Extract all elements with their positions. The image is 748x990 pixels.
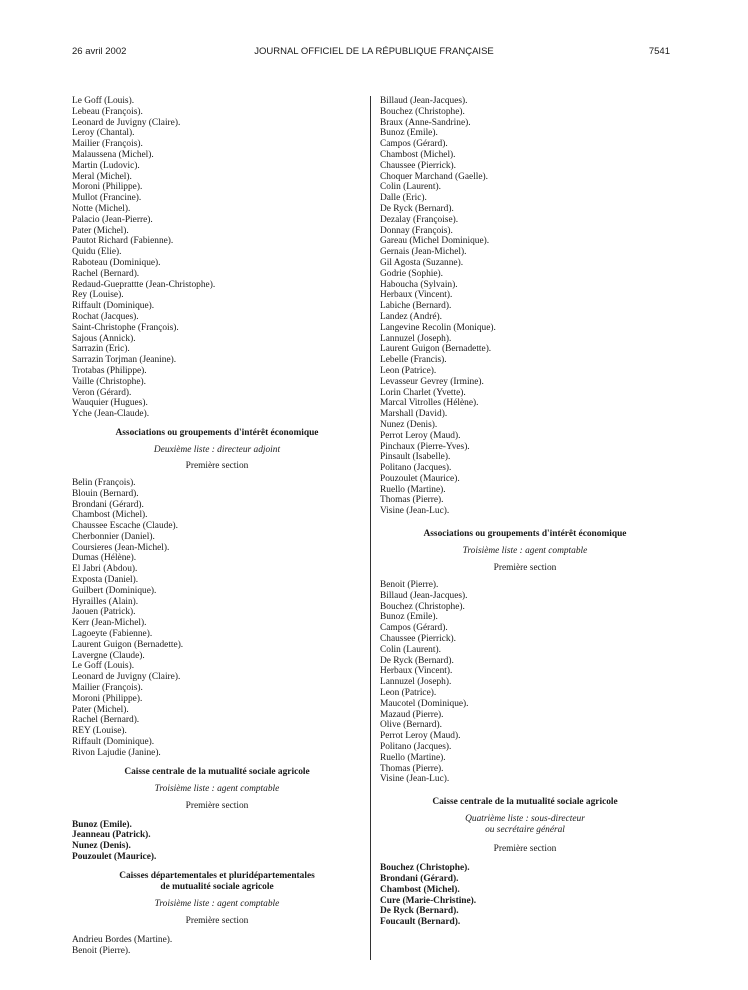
name-entry: Lavergne (Claude). <box>72 650 145 661</box>
name-entry: Ruello (Martine). <box>380 484 446 495</box>
name-entry: Dalle (Eric). <box>380 193 427 204</box>
name-entry: Blouin (Bernard). <box>72 488 139 499</box>
name-entry: Sarrazin Torjman (Jeanine). <box>72 355 177 366</box>
name-entry: Dezalay (Françoise). <box>380 214 459 225</box>
name-entry: Lagoeyte (Fabienne). <box>72 629 153 640</box>
name-entry: Nunez (Denis). <box>72 841 131 852</box>
name-entry: Landez (André). <box>380 311 442 322</box>
name-entry: Cherbonnier (Daniel). <box>72 531 155 542</box>
name-entry: Rey (Louise). <box>72 290 124 301</box>
right-column <box>380 96 670 928</box>
name-entry: Sajous (Annick). <box>72 333 136 344</box>
name-entry: Palacio (Jean-Pierre). <box>72 214 153 225</box>
name-entry: Colin (Laurent). <box>380 644 441 655</box>
name-entry: Laurent Guigon (Bernadette). <box>380 344 492 355</box>
name-entry: Bouchez (Christophe). <box>380 106 465 117</box>
name-entry: Lebelle (Francis). <box>380 355 447 366</box>
name-entry: Guilbert (Dominique). <box>72 585 157 596</box>
name-entry: Pinchaux (Pierre-Yves). <box>380 441 470 452</box>
name-entry: Perrot Leroy (Maud). <box>380 731 461 742</box>
name-entry: Vaille (Christophe). <box>72 376 146 387</box>
name-entry: Brondani (Gérard). <box>380 874 459 885</box>
column-divider <box>370 96 371 960</box>
name-entry: Leon (Patrice). <box>380 688 437 699</box>
name-entry: Gernais (Jean-Michel). <box>380 247 467 258</box>
name-entry: Veron (Gérard). <box>72 387 132 398</box>
name-entry: Saint-Christophe (François). <box>72 322 179 333</box>
name-entry: Bunoz (Emile). <box>380 128 438 139</box>
name-entry: Gareau (Michel Dominique). <box>380 236 490 247</box>
name-entry: Campos (Gérard). <box>380 623 448 634</box>
left-names-b <box>72 478 362 759</box>
name-entry: Brondani (Gérard). <box>72 499 144 510</box>
right-names-c <box>380 863 670 928</box>
right-names-a <box>380 96 670 517</box>
name-entry: Rivon Lajudie (Janine). <box>72 747 161 758</box>
name-entry: Le Goff (Louis). <box>72 661 135 672</box>
name-entry: Leonard de Juvigny (Claire). <box>72 672 181 683</box>
name-entry: Maucotel (Dominique). <box>380 698 469 709</box>
name-entry: Chaussee (Pierrick). <box>380 160 457 171</box>
header-page-number: 7541 <box>648 46 670 57</box>
name-entry: Trotabas (Philippe). <box>72 365 147 376</box>
name-entry: Rachel (Bernard). <box>72 715 140 726</box>
name-entry: El Jabri (Abdou). <box>72 564 138 575</box>
name-entry: Marshall (David). <box>380 409 448 420</box>
name-entry: Mazaud (Pierre). <box>380 709 444 720</box>
left-section1-title: Associations ou groupements d'intérêt économique <box>115 427 319 438</box>
right-section2-subtitle-line1: Quatrième liste : sous-directeur <box>465 814 585 825</box>
name-entry: Bunoz (Emile). <box>380 612 438 623</box>
name-entry: Riffault (Dominique). <box>72 301 155 312</box>
name-entry: Lannuzel (Joseph). <box>380 677 452 688</box>
name-entry: Lebeau (François). <box>72 106 143 117</box>
name-entry: Perrot Leroy (Maud). <box>380 430 461 441</box>
name-entry: Haboucha (Sylvain). <box>380 279 458 290</box>
name-entry: Levasseur Gevrey (Irmine). <box>380 376 484 387</box>
name-entry: Billaud (Jean-Jacques). <box>380 590 468 601</box>
right-names-b <box>380 580 670 785</box>
left-section3-part: Première section <box>185 915 249 926</box>
name-entry: Choquer Marchand (Gaelle). <box>380 171 489 182</box>
left-section3-title-line2: de mutualité sociale agricole <box>160 881 274 892</box>
name-entry: Redaud-Gueprattte (Jean-Christophe). <box>72 279 216 290</box>
name-entry: Mailier (François). <box>72 683 143 694</box>
name-entry: Wauquier (Hugues). <box>72 398 148 409</box>
name-entry: Colin (Laurent). <box>380 182 441 193</box>
name-entry: De Ryck (Bernard). <box>380 203 454 214</box>
name-entry: Meral (Michel). <box>72 171 132 182</box>
header-title: JOURNAL OFFICIEL DE LA RÉPUBLIQUE FRANÇAISE <box>254 46 494 57</box>
name-entry: Visine (Jean-Luc). <box>380 774 450 785</box>
right-section1-part: Première section <box>493 563 557 574</box>
name-entry: Gil Agosta (Suzanne). <box>380 257 464 268</box>
name-entry: Yche (Jean-Claude). <box>72 409 150 420</box>
name-entry: Belin (François). <box>72 477 136 488</box>
name-entry: Benoit (Pierre). <box>380 580 439 591</box>
name-entry: Riffault (Dominique). <box>72 737 155 748</box>
left-section2-part: Première section <box>185 800 249 811</box>
right-section1-subtitle: Troisième liste : agent comptable <box>462 546 588 557</box>
name-entry: Billaud (Jean-Jacques). <box>380 96 468 106</box>
name-entry: Marcal Vitrolles (Hélène). <box>380 398 479 409</box>
name-entry: Bouchez (Christophe). <box>380 601 465 612</box>
name-entry: Leonard de Juvigny (Claire). <box>72 117 181 128</box>
name-entry: Herbaux (Vincent). <box>380 666 453 677</box>
name-entry: Labiche (Bernard). <box>380 301 452 312</box>
name-entry: Pater (Michel). <box>72 225 129 236</box>
name-entry: Moroni (Philippe). <box>72 182 143 193</box>
left-names-a <box>72 96 362 420</box>
name-entry: Leon (Patrice). <box>380 365 437 376</box>
name-entry: Olive (Bernard). <box>380 720 442 731</box>
name-entry: Thomas (Pierre). <box>380 495 444 506</box>
right-section2-title: Caisse centrale de la mutualité sociale agricole <box>432 797 618 808</box>
name-entry: Coursieres (Jean-Michel). <box>72 542 170 553</box>
left-section1-part: Première section <box>185 460 249 471</box>
name-entry: Politano (Jacques). <box>380 742 452 753</box>
name-entry: Pinsault (Isabelle). <box>380 452 451 463</box>
left-section3-subtitle: Troisième liste : agent comptable <box>154 898 280 909</box>
name-entry: Godrie (Sophie). <box>380 268 444 279</box>
left-section1-subtitle: Deuxième liste : directeur adjoint <box>153 444 281 455</box>
name-entry: Rochat (Jacques). <box>72 311 139 322</box>
name-entry: De Ryck (Bernard). <box>380 906 459 917</box>
name-entry: De Ryck (Bernard). <box>380 655 454 666</box>
name-entry: Chambost (Michel). <box>380 149 456 160</box>
left-column <box>72 96 362 956</box>
name-entry: Lorin Charlet (Yvette). <box>380 387 466 398</box>
right-section1-title: Associations ou groupements d'intérêt économique <box>423 529 627 540</box>
name-entry: Notte (Michel). <box>72 203 131 214</box>
name-entry: Chaussee Escache (Claude). <box>72 521 178 532</box>
name-entry: Andrieu Bordes (Martine). <box>72 934 173 945</box>
name-entry: Langevine Recolin (Monique). <box>380 322 496 333</box>
name-entry: Leroy (Chantal). <box>72 128 135 139</box>
name-entry: Mailier (François). <box>72 139 143 150</box>
name-entry: Herbaux (Vincent). <box>380 290 453 301</box>
left-section2-subtitle: Troisième liste : agent comptable <box>154 783 280 794</box>
name-entry: Malaussena (Michel). <box>72 149 154 160</box>
name-entry: REY (Louise). <box>72 726 127 737</box>
header-date: 26 avril 2002 <box>72 46 127 57</box>
left-names-c <box>72 820 362 863</box>
name-entry: Chaussee (Pierrick). <box>380 634 457 645</box>
name-entry: Braux (Anne-Sandrine). <box>380 117 471 128</box>
name-entry: Lannuzel (Joseph). <box>380 333 452 344</box>
name-entry: Rachel (Bernard). <box>72 268 140 279</box>
name-entry: Campos (Gérard). <box>380 139 448 150</box>
name-entry: Sarrazin (Eric). <box>72 344 130 355</box>
name-entry: Chambost (Michel). <box>380 884 460 895</box>
name-entry: Mullot (Francine). <box>72 193 142 204</box>
name-entry: Benoit (Pierre). <box>72 945 131 956</box>
name-entry: Donnay (François). <box>380 225 453 236</box>
name-entry: Bunoz (Emile). <box>72 819 132 830</box>
name-entry: Pautot Richard (Fabienne). <box>72 236 174 247</box>
right-section2-part: Première section <box>493 844 557 855</box>
name-entry: Laurent Guigon (Bernadette). <box>72 639 184 650</box>
name-entry: Le Goff (Louis). <box>72 96 135 106</box>
name-entry: Cure (Marie-Christine). <box>380 895 477 906</box>
name-entry: Ruello (Martine). <box>380 752 446 763</box>
name-entry: Kerr (Jean-Michel). <box>72 618 147 629</box>
name-entry: Jeanneau (Patrick). <box>72 830 151 841</box>
left-names-d <box>72 935 362 957</box>
name-entry: Chambost (Michel). <box>72 510 148 521</box>
name-entry: Quidu (Elie). <box>72 247 122 258</box>
name-entry: Hyrailles (Alain). <box>72 596 139 607</box>
name-entry: Visine (Jean-Luc). <box>380 506 450 517</box>
name-entry: Exposta (Daniel). <box>72 575 139 586</box>
name-entry: Nunez (Denis). <box>380 419 438 430</box>
right-section2-subtitle-line2: ou secrétaire général <box>485 825 565 836</box>
left-section3-title-line1: Caisses départementales et pluridépartementales <box>119 870 315 881</box>
name-entry: Pater (Michel). <box>72 704 129 715</box>
name-entry: Thomas (Pierre). <box>380 763 444 774</box>
name-entry: Bouchez (Christophe). <box>380 863 470 874</box>
name-entry: Foucault (Bernard). <box>380 917 461 928</box>
name-entry: Pouzoulet (Maurice). <box>72 852 157 863</box>
name-entry: Martin (Ludovic). <box>72 160 140 171</box>
name-entry: Raboteau (Dominique). <box>72 257 161 268</box>
name-entry: Dumas (Hélène). <box>72 553 137 564</box>
name-entry: Politano (Jacques). <box>380 463 452 474</box>
name-entry: Jaouen (Patrick). <box>72 607 136 618</box>
name-entry: Moroni (Philippe). <box>72 693 143 704</box>
name-entry: Pouzoulet (Maurice). <box>380 473 460 484</box>
left-section2-title: Caisse centrale de la mutualité sociale agricole <box>124 766 310 777</box>
